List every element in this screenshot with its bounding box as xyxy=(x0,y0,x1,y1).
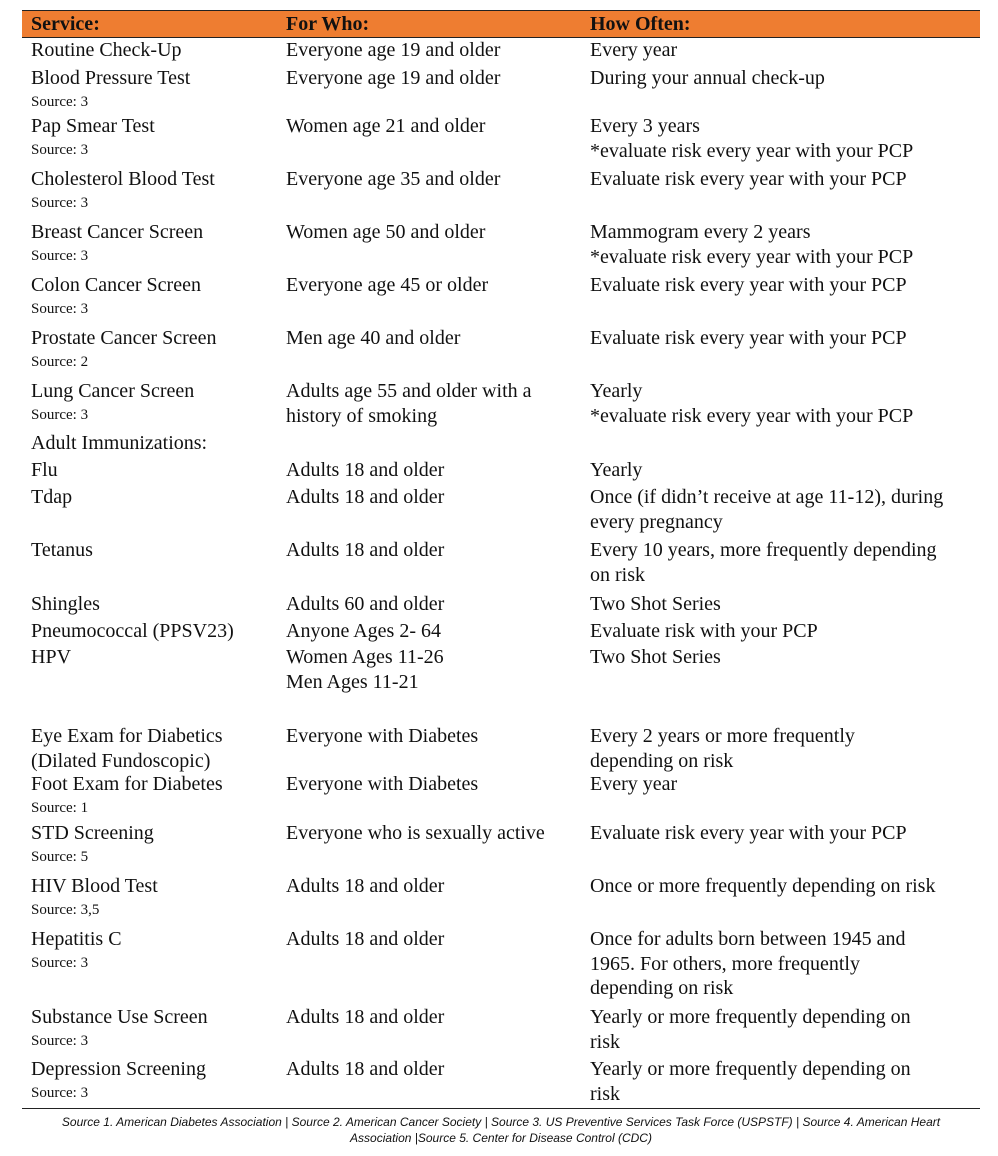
for-who-cell: Adults 18 and older xyxy=(286,875,445,897)
header-service: Service: xyxy=(31,13,100,35)
for-who-cell: Anyone Ages 2- 64 xyxy=(286,620,441,642)
for-who-cell: Everyone age 19 and older xyxy=(286,67,501,89)
bottom-rule xyxy=(22,1108,980,1109)
for-who-cell: Adults 18 and older xyxy=(286,928,445,950)
header-for-who: For Who: xyxy=(286,13,370,35)
sources-footer xyxy=(30,1114,972,1146)
for-who-cell: Everyone age 35 and older xyxy=(286,168,501,190)
footer-line-1: Source 1. American Diabetes Association | Source 2. American Cancer Society | Source 3. US Preventive Services Task Force (USPSTF) | Source 4. American Heart xyxy=(61,1115,941,1129)
source-note: Source: 5 xyxy=(31,848,89,865)
how-often-cell: Evaluate risk every year with your PCP xyxy=(590,822,907,844)
source-note: Source: 3 xyxy=(31,1032,89,1049)
service-cell: HPV xyxy=(31,646,72,668)
for-who-cell: Adults 18 and older xyxy=(286,1058,445,1080)
for-who-cell: Adults 18 and older xyxy=(286,459,445,481)
for-who-cell: Everyone age 45 or older xyxy=(286,274,489,296)
how-often-cell: Yearly *evaluate risk every year with your PCP xyxy=(590,380,914,427)
service-cell: Adult Immunizations: xyxy=(31,432,208,454)
how-often-cell: Every 3 years *evaluate risk every year with your PCP xyxy=(590,115,914,162)
for-who-cell: Adults 18 and older xyxy=(286,539,445,561)
how-often-cell: Every 10 years, more frequently depending on risk xyxy=(590,539,937,586)
source-note: Source: 2 xyxy=(31,353,89,370)
source-note: Source: 3 xyxy=(31,93,89,110)
header-how-often: How Often: xyxy=(590,13,691,35)
for-who-cell: Everyone who is sexually active xyxy=(286,822,545,844)
service-cell: Pap Smear Test Source: 3 xyxy=(31,115,155,158)
source-note: Source: 1 xyxy=(31,799,89,816)
service-cell: Prostate Cancer Screen Source: 2 xyxy=(31,327,217,370)
how-often-cell: Yearly xyxy=(590,459,643,481)
how-often-cell: Two Shot Series xyxy=(590,593,721,615)
how-often-cell: Every year xyxy=(590,773,678,795)
how-often-cell: Once for adults born between 1945 and 1965. For others, more frequently depending on risk xyxy=(590,928,906,999)
how-often-cell: Mammogram every 2 years *evaluate risk every year with your PCP xyxy=(590,221,914,268)
service-cell: Foot Exam for Diabetes Source: 1 xyxy=(31,773,223,816)
service-cell: Breast Cancer Screen Source: 3 xyxy=(31,221,204,264)
service-cell: Routine Check-Up xyxy=(31,39,182,61)
for-who-cell: Men age 40 and older xyxy=(286,327,461,349)
service-cell: Pneumococcal (PPSV23) xyxy=(31,620,234,642)
how-often-cell: Evaluate risk with your PCP xyxy=(590,620,818,642)
source-note: Source: 3 xyxy=(31,406,89,423)
for-who-cell: Everyone with Diabetes xyxy=(286,725,479,747)
for-who-cell: Adults 18 and older xyxy=(286,486,445,508)
how-often-cell: During your annual check-up xyxy=(590,67,825,89)
service-cell: Flu xyxy=(31,459,58,481)
how-often-cell: Two Shot Series xyxy=(590,646,721,668)
how-often-cell: Evaluate risk every year with your PCP xyxy=(590,327,907,349)
for-who-cell: Women age 50 and older xyxy=(286,221,486,243)
service-cell: Eye Exam for Diabetics (Dilated Fundoscopic) xyxy=(31,725,223,772)
source-note: Source: 3 xyxy=(31,247,89,264)
for-who-cell: Adults 18 and older xyxy=(286,1006,445,1028)
for-who-cell: Everyone with Diabetes xyxy=(286,773,479,795)
how-often-cell: Once (if didn’t receive at age 11-12), during every pregnancy xyxy=(590,486,944,533)
service-cell: Depression Screening Source: 3 xyxy=(31,1058,206,1101)
for-who-cell: Women Ages 11-26 Men Ages 11-21 xyxy=(286,646,444,693)
service-cell: Hepatitis C Source: 3 xyxy=(31,928,122,971)
how-often-cell: Every year xyxy=(590,39,678,61)
source-note: Source: 3 xyxy=(31,1084,89,1101)
source-note: Source: 3,5 xyxy=(31,901,100,918)
how-often-cell: Once or more frequently depending on risk xyxy=(590,875,936,897)
for-who-cell: Everyone age 19 and older xyxy=(286,39,501,61)
footer-line-2: Association |Source 5. Center for Disease Control (CDC) xyxy=(350,1131,652,1145)
how-often-cell: Every 2 years or more frequently depending on risk xyxy=(590,725,855,772)
service-cell: HIV Blood Test Source: 3,5 xyxy=(31,875,158,918)
source-note: Source: 3 xyxy=(31,141,89,158)
how-often-cell: Evaluate risk every year with your PCP xyxy=(590,168,907,190)
service-cell: Blood Pressure Test Source: 3 xyxy=(31,67,191,110)
for-who-cell: Adults 60 and older xyxy=(286,593,445,615)
service-cell: Lung Cancer Screen Source: 3 xyxy=(31,380,195,423)
how-often-cell: Yearly or more frequently depending on risk xyxy=(590,1058,911,1105)
source-note: Source: 3 xyxy=(31,300,89,317)
service-cell: Colon Cancer Screen Source: 3 xyxy=(31,274,201,317)
for-who-cell: Adults age 55 and older with a history of smoking xyxy=(286,380,532,427)
service-cell: Cholesterol Blood Test Source: 3 xyxy=(31,168,215,211)
source-note: Source: 3 xyxy=(31,954,89,971)
service-cell: Tdap xyxy=(31,486,73,508)
source-note: Source: 3 xyxy=(31,194,89,211)
table-header xyxy=(22,10,980,38)
service-cell: Shingles xyxy=(31,593,100,615)
for-who-cell: Women age 21 and older xyxy=(286,115,486,137)
how-often-cell: Yearly or more frequently depending on risk xyxy=(590,1006,911,1053)
how-often-cell: Evaluate risk every year with your PCP xyxy=(590,274,907,296)
service-cell: Substance Use Screen Source: 3 xyxy=(31,1006,208,1049)
service-cell: STD Screening Source: 5 xyxy=(31,822,154,865)
service-cell: Tetanus xyxy=(31,539,93,561)
